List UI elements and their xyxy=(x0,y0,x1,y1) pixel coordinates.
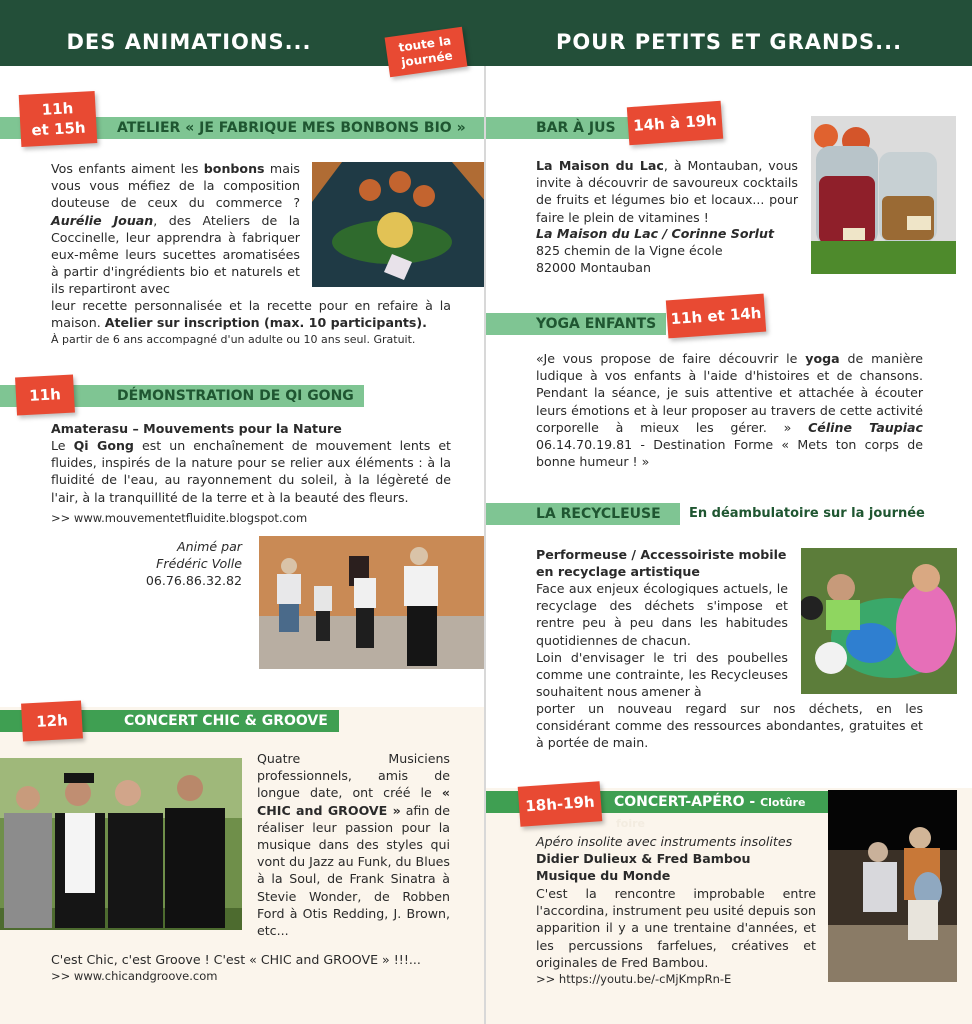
barajus-title: BAR À JUS xyxy=(536,120,616,136)
right-header-title: POUR PETITS ET GRANDS... xyxy=(555,30,903,54)
qigong-website-link[interactable]: >> www.mouvementetfluidite.blogspot.com xyxy=(51,511,308,525)
bonbons-recipe: leur recette personnalisée et la recette pour en refaire à la maison. Atelier sur inscription (max. 10 participants). xyxy=(51,298,451,331)
apero-title-overflow: foire xyxy=(616,817,645,830)
concert-photo xyxy=(0,758,242,930)
yoga-band xyxy=(486,313,666,335)
barajus-contact: La Maison du Lac / Corinne Sorlut 825 chemin de la Vigne école 82000 Montauban xyxy=(536,226,774,276)
bonbons-time-tag: 11h et 15h xyxy=(19,91,98,147)
concert-title: CONCERT CHIC & GROOVE xyxy=(124,713,328,729)
yoga-time-tag: 11h et 14h xyxy=(666,294,766,339)
qigong-title: DÉMONSTRATION DE QI GONG xyxy=(117,388,354,404)
qigong-subtitle: Amaterasu – Mouvements pour la Nature xyxy=(51,421,342,436)
qigong-time-tag: 11h xyxy=(15,375,75,416)
page-fold-divider xyxy=(484,66,486,1024)
recycleuse-lead: Performeuse / Accessoiriste mobile en recyclage artistique xyxy=(536,547,787,580)
yoga-description: «Je vous propose de faire découvrir le yoga de manière ludique à vos enfants à l'aide d'histoires et de chansons. Pendant la séance, je suis attentive et attachée à écouter leurs émotions et à leur proposer au travers de cette activité corporelle à mieux les gérer. » Céline Taupiac 06.14.70.19.81 - Destination Forme « Mets ton corps de bonne humeur ! » xyxy=(536,351,923,470)
recycleuse-subtitle: En déambulatoire sur la journée xyxy=(689,506,925,521)
barajus-photo xyxy=(811,116,956,274)
right-page xyxy=(486,0,972,1024)
qigong-description: Le Qi Gong est un enchaînement de mouvement lents et fluides, inspirés de la nature pour se relier aux éléments : à la fluidité de l'eau, au rayonnement du soleil, à la légèreté de l'air, à la tranquillité de la terre et à la beauté des fleurs. xyxy=(51,438,451,505)
barajus-band xyxy=(486,117,636,139)
qigong-credit: Animé par Frédéric Volle 06.76.86.32.82 xyxy=(145,539,242,589)
recycleuse-photo xyxy=(801,548,957,694)
recycleuse-p2: Loin d'envisager le tri des poubelles comme une contrainte, les Recycleuses souhaitent nous amener à xyxy=(536,650,788,700)
qigong-photo xyxy=(259,536,486,669)
recycleuse-band xyxy=(486,503,680,525)
bonbons-photo xyxy=(312,162,486,287)
apero-details: Apéro insolite avec instruments insolites Didier Dulieux & Fred Bambou Musique du Monde xyxy=(536,834,793,884)
yoga-author: Céline Taupiac xyxy=(808,419,923,435)
apero-title: CONCERT-APÉRO - Clotûre xyxy=(614,794,806,810)
apero-time-tag: 18h-19h xyxy=(518,781,603,827)
apero-description: C'est la rencontre improbable entre l'accordina, instrument peu usité depuis son apparition il y a une trentaine d'années, et les percussions farfelues, créatives et originales de Fred Bambou. xyxy=(536,886,816,970)
left-header-title: DES ANIMATIONS... xyxy=(66,30,312,54)
recycleuse-p1: Face aux enjeux écologiques actuels, le recyclage des déchets s'impose et rentre peu à peu dans les habitudes quotidiennes de chacun. xyxy=(536,581,788,648)
right-header xyxy=(486,0,972,66)
bonbons-note: À partir de 6 ans accompagné d'un adulte ou 10 ans seul. Gratuit. xyxy=(51,333,416,346)
barajus-time-tag: 14h à 19h xyxy=(627,101,723,145)
concert-description: Quatre Musiciens professionnels, amis de longue date, ont créé le « CHIC and GROOVE » afin de réaliser leur passion pour la musique dans des styles qui vont du Jazz au Funk, du Blues à la Soul, de Frank Sinatra à Stevie Wonder, de Robben Ford à Otis Redding, J. Brown, etc... xyxy=(257,751,450,939)
yoga-title: YOGA ENFANTS xyxy=(536,316,657,332)
recycleuse-p3: porter un nouveau regard sur nos déchets, en les considérant comme des ressources abondantes, gratuites et à portée de main. xyxy=(536,701,923,751)
concert-tagline: C'est Chic, c'est Groove ! C'est « CHIC and GROOVE » !!!... xyxy=(51,952,421,967)
bonbons-intro: Vos enfants aiment les bonbons mais vous vous méfiez de la composition douteuse de ceux du commerce ? Aurélie Jouan, des Ateliers de la Coccinelle, leur apprendra à fabriquer eux-même leurs sucettes aromatisées à partir d'ingrédients bio et naturels et ils repartiront avec xyxy=(51,161,300,297)
concert-website-link[interactable]: >> www.chicandgroove.com xyxy=(51,969,218,983)
concert-time-tag: 12h xyxy=(21,700,83,741)
bonbons-title: ATELIER « JE FABRIQUE MES BONBONS BIO » xyxy=(117,120,466,136)
apero-photo xyxy=(828,790,957,982)
allday-tag: toute la journée xyxy=(385,27,468,77)
barajus-description: La Maison du Lac, à Montauban, vous invite à découvrir de savoureux cocktails de fruits et légumes bio et locaux... pour faire le plein de vitamines ! xyxy=(536,158,798,225)
apero-video-link[interactable]: >> https://youtu.be/-cMjKmpRn-E xyxy=(536,972,732,986)
bonbons-author: Aurélie Jouan xyxy=(51,212,154,228)
recycleuse-title: LA RECYCLEUSE xyxy=(536,506,661,522)
